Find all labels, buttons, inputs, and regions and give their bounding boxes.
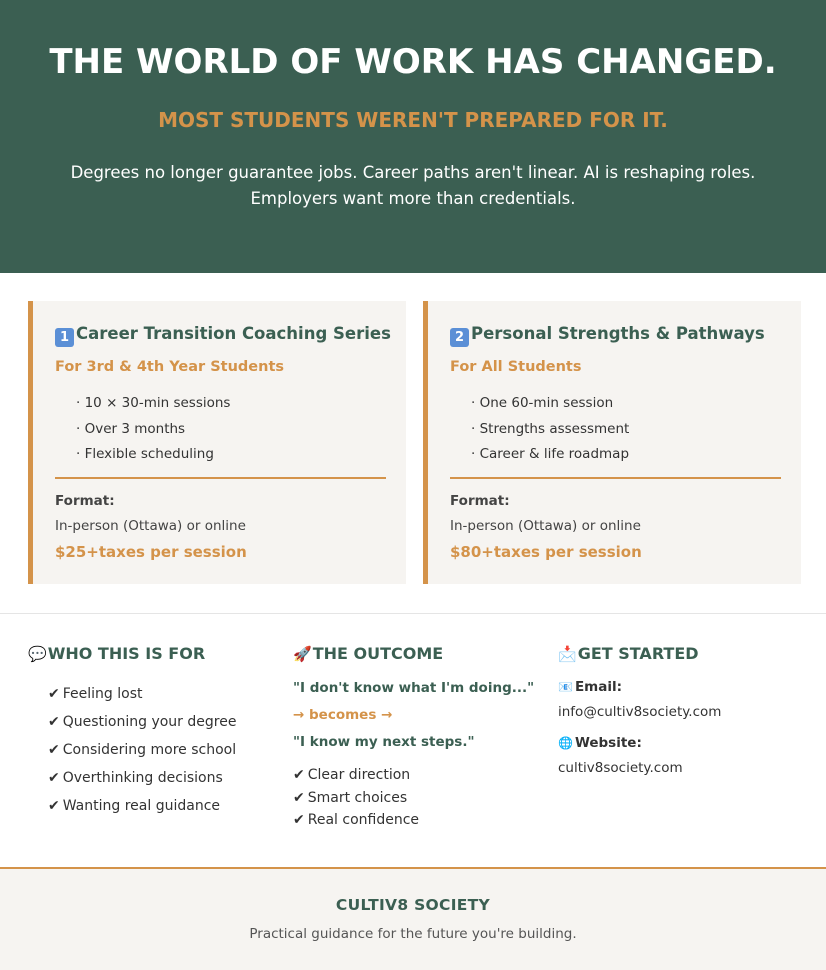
list-item: ✔ Real confidence [293, 812, 420, 828]
format-value: In-person (Ottawa) or online [55, 518, 246, 534]
who-this-is-for-section [28, 644, 236, 820]
section-heading: 📩GET STARTED [558, 644, 699, 663]
list-item: ✔ Smart choices [293, 789, 408, 806]
list-item: ✔ Overthinking decisions [48, 770, 223, 786]
checkmark-icon: ✔ [48, 770, 60, 786]
becomes-arrow: → becomes → [293, 707, 393, 723]
program-price: $80+taxes per session [450, 543, 642, 561]
feature-item: · Over 3 months [76, 417, 230, 443]
program-audience: For 3rd & 4th Year Students [55, 359, 285, 375]
feature-item: · 10 × 30-min sessions [76, 391, 230, 417]
audience-list [48, 680, 236, 820]
program-price: $25+taxes per session [55, 543, 247, 561]
section-heading: 🚀THE OUTCOME [293, 644, 444, 663]
checkmark-icon: ✔ [48, 742, 60, 758]
program-title: 2 Personal Strengths & Pathways [450, 324, 765, 347]
website-label: 🌐 Website: [558, 735, 642, 751]
card-divider [450, 477, 781, 479]
checkmark-icon: ✔ [48, 798, 60, 814]
outcome-section [293, 644, 534, 832]
globe-icon: 🌐 [558, 736, 573, 750]
card-divider [55, 477, 386, 479]
program-card-career-transition [28, 301, 406, 584]
format-value: In-person (Ottawa) or online [450, 518, 641, 534]
speech-bubble-icon: 💬 [28, 645, 47, 663]
footer-tagline: Practical guidance for the future you're building. [249, 926, 577, 942]
envelope-icon: 📩 [558, 645, 577, 663]
rocket-icon: 🚀 [293, 645, 312, 663]
list-item: ✔ Feeling lost [48, 686, 143, 702]
email-label: 📧 Email: [558, 679, 623, 695]
checkmark-icon: ✔ [48, 714, 60, 730]
email-link[interactable]: info@cultiv8society.com [558, 704, 722, 720]
list-item: ✔ Clear direction [293, 767, 411, 783]
list-item: ✔ Wanting real guidance [48, 798, 221, 814]
hero-title: THE WORLD OF WORK HAS CHANGED. [49, 42, 777, 82]
hero-subtitle: MOST STUDENTS WEREN'T PREPARED FOR IT. [158, 108, 668, 132]
section-heading: 💬WHO THIS IS FOR [28, 644, 206, 663]
quote-after: "I know my next steps." [293, 734, 475, 750]
keycap-one-icon: 1 [55, 328, 74, 347]
format-label: Format: [450, 493, 510, 509]
feature-item: · Strengths assessment [471, 417, 629, 443]
program-card-strengths-pathways [423, 301, 801, 584]
hero-banner [0, 0, 826, 273]
website-link[interactable]: cultiv8society.com [558, 760, 683, 776]
section-divider [0, 613, 826, 614]
program-title: 1 Career Transition Coaching Series [55, 324, 391, 347]
checkmark-icon: ✔ [293, 789, 305, 806]
keycap-two-icon: 2 [450, 328, 469, 347]
program-features [76, 391, 230, 468]
program-audience: For All Students [450, 359, 582, 375]
checkmark-icon: ✔ [48, 686, 60, 702]
footer [0, 867, 826, 970]
checkmark-icon: ✔ [293, 767, 305, 783]
feature-item: · Flexible scheduling [76, 442, 230, 468]
email-icon: 📧 [558, 680, 573, 694]
get-started-section [558, 644, 721, 776]
feature-item: · One 60-min session [471, 391, 629, 417]
checkmark-icon: ✔ [293, 812, 305, 828]
format-label: Format: [55, 493, 115, 509]
footer-brand: CULTIV8 SOCIETY [335, 896, 491, 914]
feature-item: · Career & life roadmap [471, 442, 629, 468]
list-item: ✔ Considering more school [48, 742, 237, 758]
list-item: ✔ Questioning your degree [48, 714, 237, 730]
quote-before: "I don't know what I'm doing..." [293, 680, 535, 696]
program-features [471, 391, 629, 468]
hero-description: Degrees no longer guarantee jobs. Career paths aren't linear. AI is reshaping roles. Employers want more than credentials. [70, 163, 756, 208]
outcome-list [293, 764, 534, 832]
